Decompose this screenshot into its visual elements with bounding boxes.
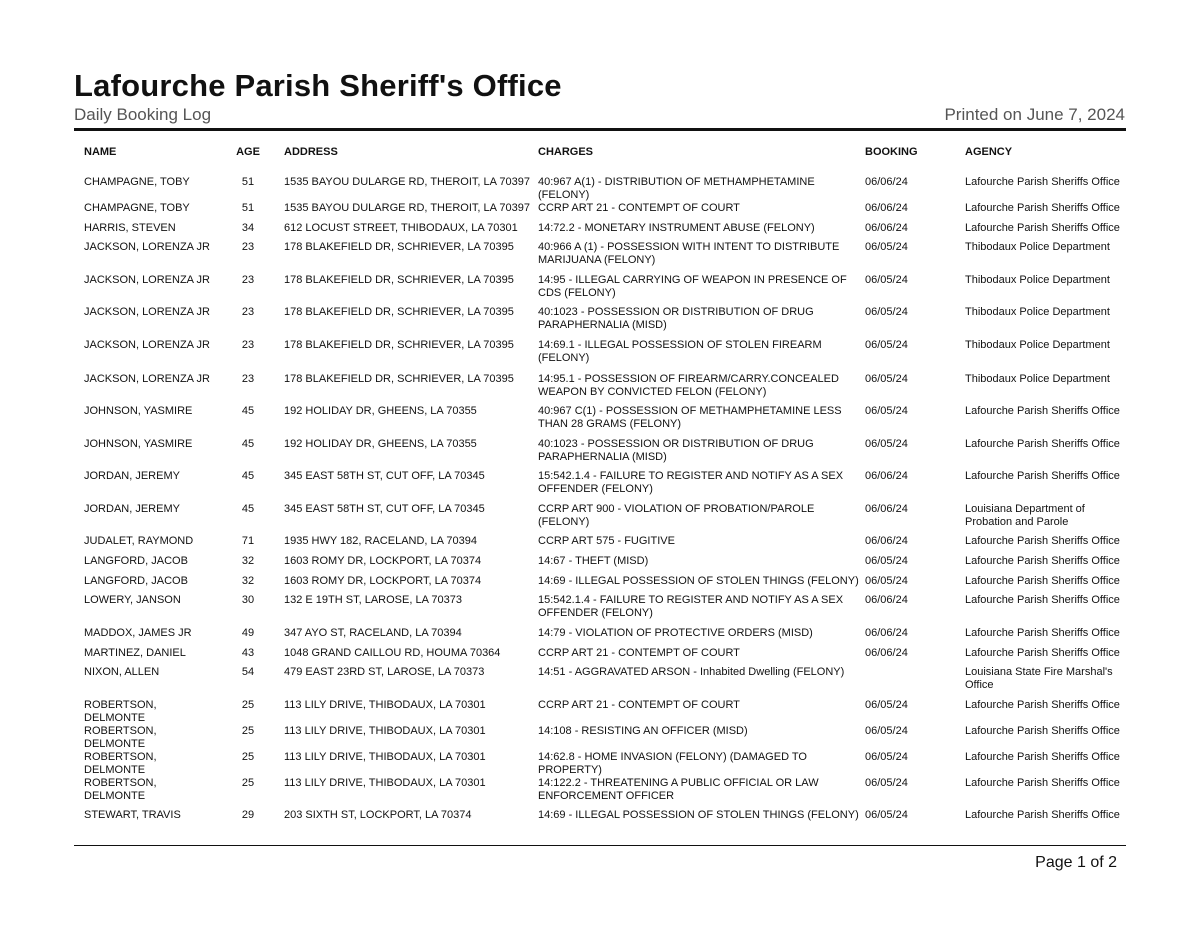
printed-date: Printed on June 7, 2024 xyxy=(944,105,1125,124)
table-row xyxy=(78,503,1122,536)
cell-agency: Lafourche Parish Sheriffs Office xyxy=(965,646,1120,659)
cell-charges: 14:69.1 - ILLEGAL POSSESSION OF STOLEN FIREARM (FELONY) xyxy=(538,338,822,364)
cell-name: CHAMPAGNE, TOBY xyxy=(84,176,190,188)
cell-address: 347 AYO ST, RACELAND, LA 70394 xyxy=(284,626,462,639)
cell-booking: 06/06/24 xyxy=(865,202,908,214)
cell-agency: Lafourche Parish Sheriffs Office xyxy=(965,535,1120,548)
cell-name: JUDALET, RAYMOND xyxy=(84,535,194,548)
cell-booking: 06/05/24 xyxy=(865,405,908,418)
cell-agency: Lafourche Parish Sheriffs Office xyxy=(965,470,1120,483)
cell-age: 43 xyxy=(241,646,255,659)
cell-age: 34 xyxy=(241,221,255,234)
cell-name: JACKSON, LORENZA JR xyxy=(84,306,210,319)
header-divider xyxy=(74,128,1126,131)
cell-charges: 14:95.1 - POSSESSION OF FIREARM/CARRY.CONCEALED WEAPON BY CONVICTED FELON (FELONY) xyxy=(538,372,839,398)
table-row xyxy=(78,274,1122,307)
cell-age: 51 xyxy=(241,202,255,214)
document-title: Lafourche Parish Sheriff's Office xyxy=(74,68,562,103)
cell-name: HARRIS, STEVEN xyxy=(84,221,176,234)
cell-booking: 06/05/24 xyxy=(865,776,908,789)
table-row xyxy=(78,647,1122,667)
cell-name: LANGFORD, JACOB xyxy=(84,555,188,568)
table-row xyxy=(78,241,1122,274)
cell-charges: 14:95 - ILLEGAL CARRYING OF WEAPON IN PRESENCE OF CDS (FELONY) xyxy=(538,273,847,299)
cell-charges: 14:69 - ILLEGAL POSSESSION OF STOLEN THINGS (FELONY) xyxy=(538,809,859,822)
table-header-row xyxy=(78,146,1122,176)
cell-name: JACKSON, LORENZA JR xyxy=(84,273,210,286)
cell-address: 178 BLAKEFIELD DR, SCHRIEVER, LA 70395 xyxy=(284,372,514,385)
cell-age: 54 xyxy=(241,666,255,679)
cell-charges: 14:122.2 - THREATENING A PUBLIC OFFICIAL OR LAW ENFORCEMENT OFFICER xyxy=(538,776,819,802)
cell-address: 178 BLAKEFIELD DR, SCHRIEVER, LA 70395 xyxy=(284,241,514,254)
table-row xyxy=(78,699,1122,725)
cell-booking: 06/06/24 xyxy=(865,502,908,515)
cell-charges: 40:966 A (1) - POSSESSION WITH INTENT TO DISTRIBUTE MARIJUANA (FELONY) xyxy=(538,241,840,267)
table-row xyxy=(78,470,1122,503)
cell-age: 23 xyxy=(241,241,255,254)
table-row xyxy=(78,809,1122,829)
table-row xyxy=(78,438,1122,471)
cell-agency: Thibodaux Police Department xyxy=(965,338,1110,351)
table-row xyxy=(78,594,1122,627)
cell-age: 25 xyxy=(241,724,255,737)
cell-age: 23 xyxy=(241,273,255,286)
cell-name: JORDAN, JEREMY xyxy=(84,470,180,483)
cell-age: 45 xyxy=(241,405,255,418)
cell-booking: 06/05/24 xyxy=(865,437,908,450)
cell-name: ROBERTSON, DELMONTE xyxy=(84,750,157,776)
cell-agency: Lafourche Parish Sheriffs Office xyxy=(965,221,1120,234)
cell-charges: 14:67 - THEFT (MISD) xyxy=(538,555,649,568)
column-header-address: ADDRESS xyxy=(284,146,338,158)
cell-agency: Lafourche Parish Sheriffs Office xyxy=(965,724,1120,737)
cell-agency: Louisiana Department of Probation and Parole xyxy=(965,502,1085,528)
cell-address: 132 E 19TH ST, LAROSE, LA 70373 xyxy=(284,594,462,607)
cell-booking: 06/05/24 xyxy=(865,750,908,763)
document-subtitle: Daily Booking Log xyxy=(74,105,212,124)
column-header-booking: BOOKING xyxy=(865,146,918,158)
cell-booking: 06/06/24 xyxy=(865,646,908,659)
cell-age: 25 xyxy=(241,698,255,711)
cell-charges: 15:542.1.4 - FAILURE TO REGISTER AND NOTIFY AS A SEX OFFENDER (FELONY) xyxy=(538,470,844,496)
cell-booking: 06/06/24 xyxy=(865,535,908,548)
cell-charges: 14:72.2 - MONETARY INSTRUMENT ABUSE (FELONY) xyxy=(538,221,815,234)
cell-address: 1603 ROMY DR, LOCKPORT, LA 70374 xyxy=(284,555,482,568)
cell-address: 345 EAST 58TH ST, CUT OFF, LA 70345 xyxy=(284,502,485,515)
cell-charges: 40:967 A(1) - DISTRIBUTION OF METHAMPHETAMINE (FELONY) xyxy=(538,176,815,201)
cell-age: 23 xyxy=(241,306,255,319)
cell-age: 25 xyxy=(241,776,255,789)
table-row xyxy=(78,777,1122,810)
page-number: Page 1 of 2 xyxy=(1035,854,1117,871)
cell-booking: 06/06/24 xyxy=(865,626,908,639)
table-row xyxy=(78,535,1122,555)
cell-booking: 06/05/24 xyxy=(865,306,908,319)
cell-address: 113 LILY DRIVE, THIBODAUX, LA 70301 xyxy=(284,750,486,763)
cell-name: CHAMPAGNE, TOBY xyxy=(84,202,190,214)
cell-charges: CCRP ART 21 - CONTEMPT OF COURT xyxy=(538,202,740,214)
cell-age: 32 xyxy=(241,555,255,568)
cell-booking: 06/05/24 xyxy=(865,273,908,286)
cell-name: JACKSON, LORENZA JR xyxy=(84,338,210,351)
cell-address: 1603 ROMY DR, LOCKPORT, LA 70374 xyxy=(284,574,482,587)
cell-address: 1048 GRAND CAILLOU RD, HOUMA 70364 xyxy=(284,646,501,659)
table-row xyxy=(78,306,1122,339)
cell-agency: Thibodaux Police Department xyxy=(965,241,1110,254)
table-row xyxy=(78,176,1122,202)
cell-charges: CCRP ART 21 - CONTEMPT OF COURT xyxy=(538,698,740,711)
cell-booking: 06/05/24 xyxy=(865,555,908,568)
cell-age: 51 xyxy=(241,176,255,188)
cell-charges: 40:1023 - POSSESSION OR DISTRIBUTION OF DRUG PARAPHERNALIA (MISD) xyxy=(538,437,814,463)
column-header-agency: AGENCY xyxy=(965,146,1013,158)
column-header-age: AGE xyxy=(236,146,260,158)
cell-booking: 06/05/24 xyxy=(865,724,908,737)
cell-name: ROBERTSON, DELMONTE xyxy=(84,776,157,802)
cell-charges: 14:108 - RESISTING AN OFFICER (MISD) xyxy=(538,724,748,737)
booking-table xyxy=(78,146,1122,829)
cell-name: LOWERY, JANSON xyxy=(84,594,181,607)
cell-address: 113 LILY DRIVE, THIBODAUX, LA 70301 xyxy=(284,698,486,711)
cell-name: ROBERTSON, DELMONTE xyxy=(84,698,157,724)
table-row xyxy=(78,725,1122,751)
table-row xyxy=(78,373,1122,406)
cell-name: LANGFORD, JACOB xyxy=(84,574,188,587)
cell-charges: 14:69 - ILLEGAL POSSESSION OF STOLEN THINGS (FELONY) xyxy=(538,574,859,587)
cell-name: JACKSON, LORENZA JR xyxy=(84,372,210,385)
cell-age: 23 xyxy=(241,372,255,385)
cell-booking: 06/05/24 xyxy=(865,574,908,587)
cell-address: 113 LILY DRIVE, THIBODAUX, LA 70301 xyxy=(284,776,486,789)
cell-name: NIXON, ALLEN xyxy=(84,666,160,679)
cell-name: JORDAN, JEREMY xyxy=(84,502,180,515)
cell-booking: 06/05/24 xyxy=(865,241,908,254)
cell-name: JOHNSON, YASMIRE xyxy=(84,405,193,418)
cell-age: 45 xyxy=(241,437,255,450)
cell-address: 1535 BAYOU DULARGE RD, THEROIT, LA 70397 xyxy=(284,202,530,214)
cell-address: 178 BLAKEFIELD DR, SCHRIEVER, LA 70395 xyxy=(284,306,514,319)
cell-booking: 06/06/24 xyxy=(865,594,908,607)
table-row xyxy=(78,555,1122,575)
cell-charges: CCRP ART 900 - VIOLATION OF PROBATION/PAROLE (FELONY) xyxy=(538,502,815,528)
cell-charges: 40:1023 - POSSESSION OR DISTRIBUTION OF DRUG PARAPHERNALIA (MISD) xyxy=(538,306,814,332)
cell-booking: 06/05/24 xyxy=(865,809,908,822)
column-header-charges: CHARGES xyxy=(538,146,594,158)
cell-address: 192 HOLIDAY DR, GHEENS, LA 70355 xyxy=(284,405,477,418)
cell-agency: Lafourche Parish Sheriffs Office xyxy=(965,698,1120,711)
cell-agency: Louisiana State Fire Marshal's Office xyxy=(965,666,1113,692)
cell-agency: Lafourche Parish Sheriffs Office xyxy=(965,574,1120,587)
cell-booking: 06/06/24 xyxy=(865,176,908,188)
footer-divider xyxy=(74,845,1126,846)
cell-agency: Lafourche Parish Sheriffs Office xyxy=(965,555,1120,568)
cell-name: MARTINEZ, DANIEL xyxy=(84,646,186,659)
cell-agency: Lafourche Parish Sheriffs Office xyxy=(965,202,1120,214)
cell-age: 71 xyxy=(241,535,255,548)
cell-address: 1935 HWY 182, RACELAND, LA 70394 xyxy=(284,535,478,548)
cell-agency: Lafourche Parish Sheriffs Office xyxy=(965,437,1120,450)
cell-agency: Lafourche Parish Sheriffs Office xyxy=(965,776,1120,789)
cell-age: 45 xyxy=(241,470,255,483)
column-header-name: NAME xyxy=(84,146,117,158)
cell-name: JACKSON, LORENZA JR xyxy=(84,241,210,254)
spacer-cell xyxy=(78,365,1122,373)
cell-name: MADDOX, JAMES JR xyxy=(84,626,192,639)
table-row xyxy=(78,202,1122,222)
cell-booking: 06/05/24 xyxy=(865,338,908,351)
cell-address: 178 BLAKEFIELD DR, SCHRIEVER, LA 70395 xyxy=(284,273,514,286)
cell-charges: CCRP ART 575 - FUGITIVE xyxy=(538,535,675,548)
cell-agency: Lafourche Parish Sheriffs Office xyxy=(965,405,1120,418)
cell-address: 479 EAST 23RD ST, LAROSE, LA 70373 xyxy=(284,666,485,679)
cell-booking: 06/06/24 xyxy=(865,470,908,483)
table-row xyxy=(78,222,1122,242)
cell-age: 29 xyxy=(241,809,255,822)
cell-address: 203 SIXTH ST, LOCKPORT, LA 70374 xyxy=(284,809,472,822)
cell-agency: Thibodaux Police Department xyxy=(965,273,1110,286)
cell-booking: 06/05/24 xyxy=(865,372,908,385)
cell-agency: Lafourche Parish Sheriffs Office xyxy=(965,626,1120,639)
cell-charges: 15:542.1.4 - FAILURE TO REGISTER AND NOTIFY AS A SEX OFFENDER (FELONY) xyxy=(538,594,844,620)
cell-address: 612 LOCUST STREET, THIBODAUX, LA 70301 xyxy=(284,221,518,234)
table-row xyxy=(78,627,1122,647)
row-spacer xyxy=(78,365,1122,373)
table-row xyxy=(78,575,1122,595)
cell-age: 30 xyxy=(241,594,255,607)
cell-charges: 14:62.8 - HOME INVASION (FELONY) (DAMAGED TO PROPERTY) xyxy=(538,750,807,776)
cell-agency: Lafourche Parish Sheriffs Office xyxy=(965,750,1120,763)
cell-address: 1535 BAYOU DULARGE RD, THEROIT, LA 70397 xyxy=(284,176,530,188)
cell-address: 113 LILY DRIVE, THIBODAUX, LA 70301 xyxy=(284,724,486,737)
cell-agency: Thibodaux Police Department xyxy=(965,306,1110,319)
cell-charges: 40:967 C(1) - POSSESSION OF METHAMPHETAMINE LESS THAN 28 GRAMS (FELONY) xyxy=(538,405,842,431)
cell-address: 192 HOLIDAY DR, GHEENS, LA 70355 xyxy=(284,437,477,450)
cell-booking xyxy=(859,666,959,699)
cell-agency: Thibodaux Police Department xyxy=(965,372,1110,385)
cell-age: 23 xyxy=(241,338,255,351)
table-row xyxy=(78,339,1122,365)
cell-age: 32 xyxy=(241,574,255,587)
cell-name: JOHNSON, YASMIRE xyxy=(84,437,193,450)
cell-address: 345 EAST 58TH ST, CUT OFF, LA 70345 xyxy=(284,470,485,483)
cell-agency: Lafourche Parish Sheriffs Office xyxy=(965,594,1120,607)
table-row xyxy=(78,751,1122,777)
cell-age: 49 xyxy=(241,626,255,639)
cell-address: 178 BLAKEFIELD DR, SCHRIEVER, LA 70395 xyxy=(284,338,514,351)
cell-booking: 06/06/24 xyxy=(865,221,908,234)
cell-charges: 14:79 - VIOLATION OF PROTECTIVE ORDERS (MISD) xyxy=(538,626,813,639)
cell-age: 25 xyxy=(241,750,255,763)
table-row xyxy=(78,666,1122,699)
cell-agency: Lafourche Parish Sheriffs Office xyxy=(965,809,1120,822)
cell-booking: 06/05/24 xyxy=(865,698,908,711)
cell-name: ROBERTSON, DELMONTE xyxy=(84,724,157,750)
cell-name: STEWART, TRAVIS xyxy=(84,809,181,822)
cell-charges: CCRP ART 21 - CONTEMPT OF COURT xyxy=(538,646,740,659)
cell-age: 45 xyxy=(241,502,255,515)
table-row xyxy=(78,405,1122,438)
cell-agency: Lafourche Parish Sheriffs Office xyxy=(965,176,1120,188)
cell-charges: 14:51 - AGGRAVATED ARSON - Inhabited Dwelling (FELONY) xyxy=(538,666,845,679)
